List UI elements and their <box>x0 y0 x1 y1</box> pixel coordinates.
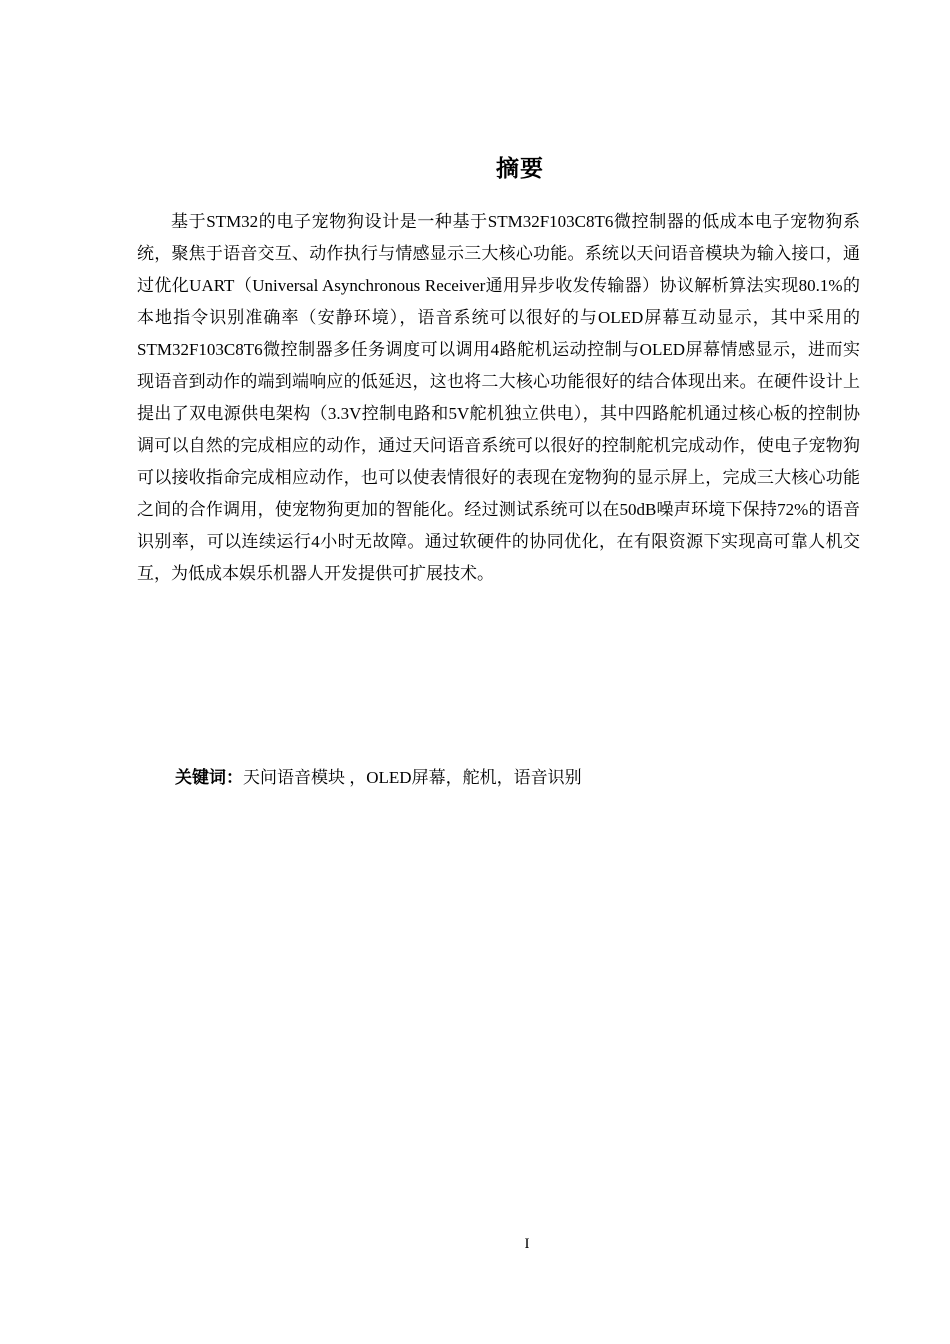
keywords-text: 天问语音模块 ，OLED屏幕，舵机，语音识别 <box>243 768 582 787</box>
keywords-label: 关键词： <box>175 768 243 788</box>
abstract-body: 基于STM32的电子宠物狗设计是一种基于STM32F103C8T6微控制器的低成本电子宠物狗系统，聚焦于语音交互、动作执行与情感显示三大核心功能。系统以天问语音模块为输入接口，通过优化UART（Universal Asynchronous Receiver通用异步收发传输器）协议解析算法实现80.1%的本地指令识别准确率（安静环境），语音系统可以很好的与OLED屏幕互动显示，其中采用的STM32F103C8T6微控制器多任务调度可以调用4路舵机运动控制与OLED屏幕情感显示，进而实现语音到动作的端到端响应的低延迟，这也将二大核心功能很好的结合体现出来。在硬件设计上提出了双电源供电架构（3.3V控制电路和5V舵机独立供电），其中四路舵机通过核心板的控制协调可以自然的完成相应的动作，通过天问语音系统可以很好的控制舵机完成动作，使电子宠物狗可以接收指命完成相应动作，也可以使表情很好的表现在宠物狗的显示屏上，完成三大核心功能之间的合作调用，使宠物狗更加的智能化。经过测试系统可以在50dB噪声环境下保持72%的语音识别率，可以连续运行4小时无故障。通过软硬件的协同优化，在有限资源下实现高可靠人机交互，为低成本娱乐机器人开发提供可扩展技术。 <box>137 212 861 583</box>
keywords-line <box>175 762 860 794</box>
page-title: 摘要 <box>496 156 544 182</box>
page-number: I <box>524 1236 530 1252</box>
